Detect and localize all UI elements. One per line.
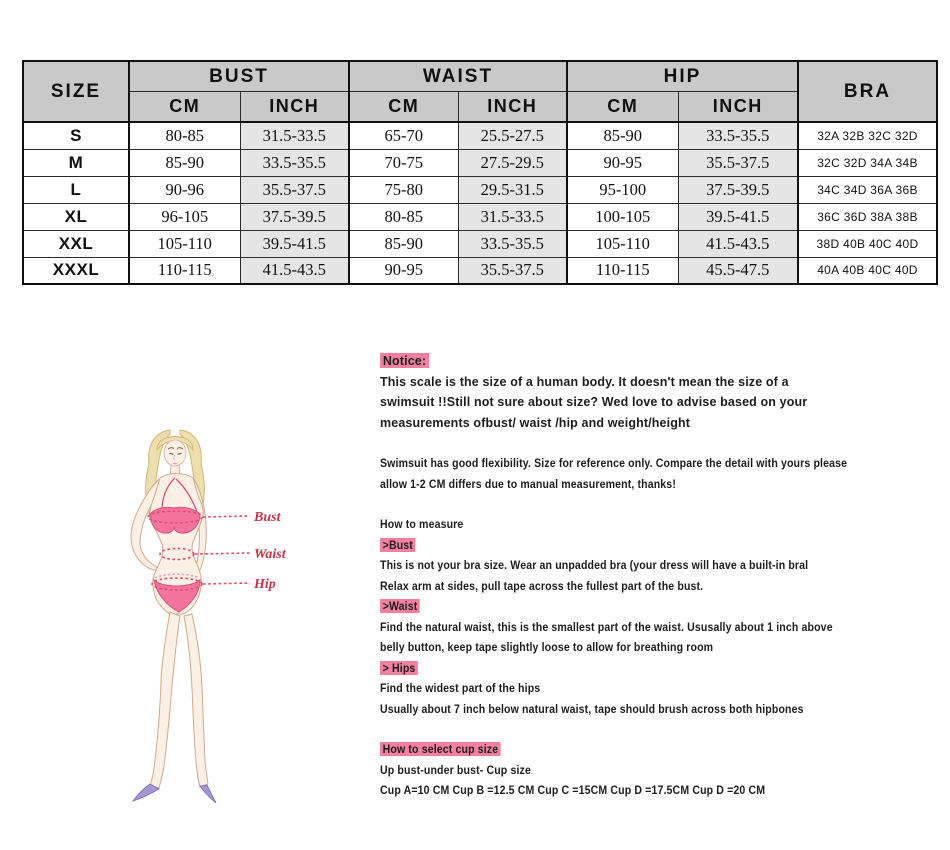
face-illustration [164, 440, 186, 478]
cell-hip_cm: 90-95 [567, 149, 678, 176]
cell-bust_inch: 31.5-33.5 [240, 122, 349, 149]
cup-size-heading [380, 739, 877, 760]
table-row [23, 230, 937, 257]
header-hip: HIP [567, 61, 798, 92]
cell-waist_cm: 75-80 [349, 176, 458, 203]
cell-waist_inch: 33.5-35.5 [458, 230, 567, 257]
table-row [23, 257, 937, 284]
woman-sketch-illustration [100, 420, 350, 820]
cell-size: XXXL [23, 257, 129, 284]
bust-instruction-line: Relax arm at sides, pull tape across the fullest part of the bust. [380, 578, 704, 593]
cell-hip_cm: 100-105 [567, 203, 678, 230]
cell-bust_inch: 33.5-35.5 [240, 149, 349, 176]
cell-size: L [23, 176, 129, 203]
right-shoe-illustration [200, 785, 216, 803]
header-waist: WAIST [349, 61, 567, 92]
waist-label: Waist [254, 547, 286, 562]
header-bust-cm: CM [129, 92, 240, 123]
spacer [380, 719, 945, 739]
size-table-header [23, 61, 937, 122]
header-hip-cm: CM [567, 92, 678, 123]
size-table-body [23, 122, 937, 284]
cell-hip_cm: 105-110 [567, 230, 678, 257]
bust-leader-line [203, 516, 250, 517]
bust-instruction-line: This is not your bra size. Wear an unpadded bra (your dress will have a built-in bral [380, 558, 809, 572]
hip-leader-line [203, 583, 250, 584]
cell-waist_cm: 65-70 [349, 122, 458, 149]
cell-bust_cm: 80-85 [129, 122, 240, 149]
table-row [23, 176, 937, 203]
notes-column [380, 351, 945, 801]
cell-hip_inch: 35.5-37.5 [678, 149, 798, 176]
header-size: SIZE [23, 61, 129, 122]
cup-size-heading-text: How to select cup size [380, 742, 501, 756]
header-waist-inch: INCH [458, 92, 567, 123]
bust-section-heading [380, 535, 877, 556]
cell-waist_inch: 31.5-33.5 [458, 203, 567, 230]
header-waist-cm: CM [349, 92, 458, 123]
left-shoe-illustration [133, 784, 159, 801]
header-bra: BRA [798, 61, 937, 122]
cell-bust_inch: 37.5-39.5 [240, 203, 349, 230]
cell-waist_inch: 35.5-37.5 [458, 257, 567, 284]
cell-bust_cm: 96-105 [129, 203, 240, 230]
header-hip-inch: INCH [678, 92, 798, 123]
cell-hip_inch: 37.5-39.5 [678, 176, 798, 203]
cell-hip_inch: 41.5-43.5 [678, 230, 798, 257]
cup-size-line: Cup A=10 CM Cup B =12.5 CM Cup C =15CM Cup D =17.5CM Cup D =20 CM [380, 783, 766, 797]
hips-instruction-line: Find the widest part of the hips [380, 681, 541, 695]
table-row [23, 149, 937, 176]
cup-size-line: Up bust-under bust- Cup size [380, 762, 531, 777]
cell-bust_cm: 90-96 [129, 176, 240, 203]
cell-size: XXL [23, 230, 129, 257]
cell-hip_cm: 85-90 [567, 122, 678, 149]
cell-hip_inch: 39.5-41.5 [678, 203, 798, 230]
notice-heading [380, 351, 922, 372]
cell-bra: 40A 40B 40C 40D [798, 257, 937, 284]
cell-waist_cm: 90-95 [349, 257, 458, 284]
cell-hip_inch: 33.5-35.5 [678, 122, 798, 149]
hips-instruction-line: Usually about 7 inch below natural waist, tape should brush across both hipbones [380, 701, 804, 716]
cell-waist_cm: 80-85 [349, 203, 458, 230]
cell-bra: 34C 34D 36A 36B [798, 176, 937, 203]
flexibility-line: allow 1-2 CM differs due to manual measurement, thanks! [380, 476, 676, 491]
hips-section-heading-text: > Hips [380, 661, 418, 675]
cell-bust_inch: 35.5-37.5 [240, 176, 349, 203]
size-table [22, 60, 938, 285]
notice-heading-text: Notice: [380, 353, 429, 368]
how-to-measure-heading: How to measure [380, 517, 464, 531]
waist-section-heading [380, 596, 877, 617]
intro-line: swimsuit !!Still not sure about size? Wed love to advise based on your [380, 394, 808, 409]
cell-waist_cm: 70-75 [349, 149, 458, 176]
cell-waist_inch: 29.5-31.5 [458, 176, 567, 203]
measurement-figure [100, 420, 350, 820]
cell-waist_cm: 85-90 [349, 230, 458, 257]
legs-illustration [133, 612, 216, 803]
cell-size: S [23, 122, 129, 149]
header-bust-inch: INCH [240, 92, 349, 123]
cell-bra: 32A 32B 32C 32D [798, 122, 937, 149]
waist-instruction-line: belly button, keep tape slightly loose to allow for breathing room [380, 640, 714, 654]
hips-section-heading [380, 658, 877, 679]
cell-hip_cm: 95-100 [567, 176, 678, 203]
spacer [380, 433, 945, 453]
table-row [23, 203, 937, 230]
cell-bust_inch: 39.5-41.5 [240, 230, 349, 257]
spacer [380, 494, 945, 514]
waist-instruction-line: Find the natural waist, this is the smallest part of the waist. Ususally about 1 inch above [380, 619, 833, 634]
cell-hip_inch: 45.5-47.5 [678, 257, 798, 284]
table-row [23, 122, 937, 149]
cell-bra: 32C 32D 34A 34B [798, 149, 937, 176]
cell-size: XL [23, 203, 129, 230]
cell-hip_cm: 110-115 [567, 257, 678, 284]
header-bust: BUST [129, 61, 349, 92]
hip-label: Hip [254, 577, 276, 592]
cell-waist_inch: 25.5-27.5 [458, 122, 567, 149]
cell-bust_cm: 85-90 [129, 149, 240, 176]
intro-line: This scale is the size of a human body. It doesn't mean the size of a [380, 373, 789, 389]
flexibility-line: Swimsuit has good flexibility. Size for reference only. Compare the detail with yours please [380, 456, 848, 470]
waist-section-heading-text: >Waist [380, 599, 420, 613]
cell-bra: 38D 40B 40C 40D [798, 230, 937, 257]
cell-waist_inch: 27.5-29.5 [458, 149, 567, 176]
cell-size: M [23, 149, 129, 176]
cell-bust_inch: 41.5-43.5 [240, 257, 349, 284]
intro-line: measurements ofbust/ waist /hip and weight/height [380, 414, 691, 430]
bust-section-heading-text: >Bust [380, 538, 416, 552]
cell-bust_cm: 105-110 [129, 230, 240, 257]
cell-bra: 36C 36D 38A 38B [798, 203, 937, 230]
bust-label: Bust [254, 510, 281, 525]
cell-bust_cm: 110-115 [129, 257, 240, 284]
